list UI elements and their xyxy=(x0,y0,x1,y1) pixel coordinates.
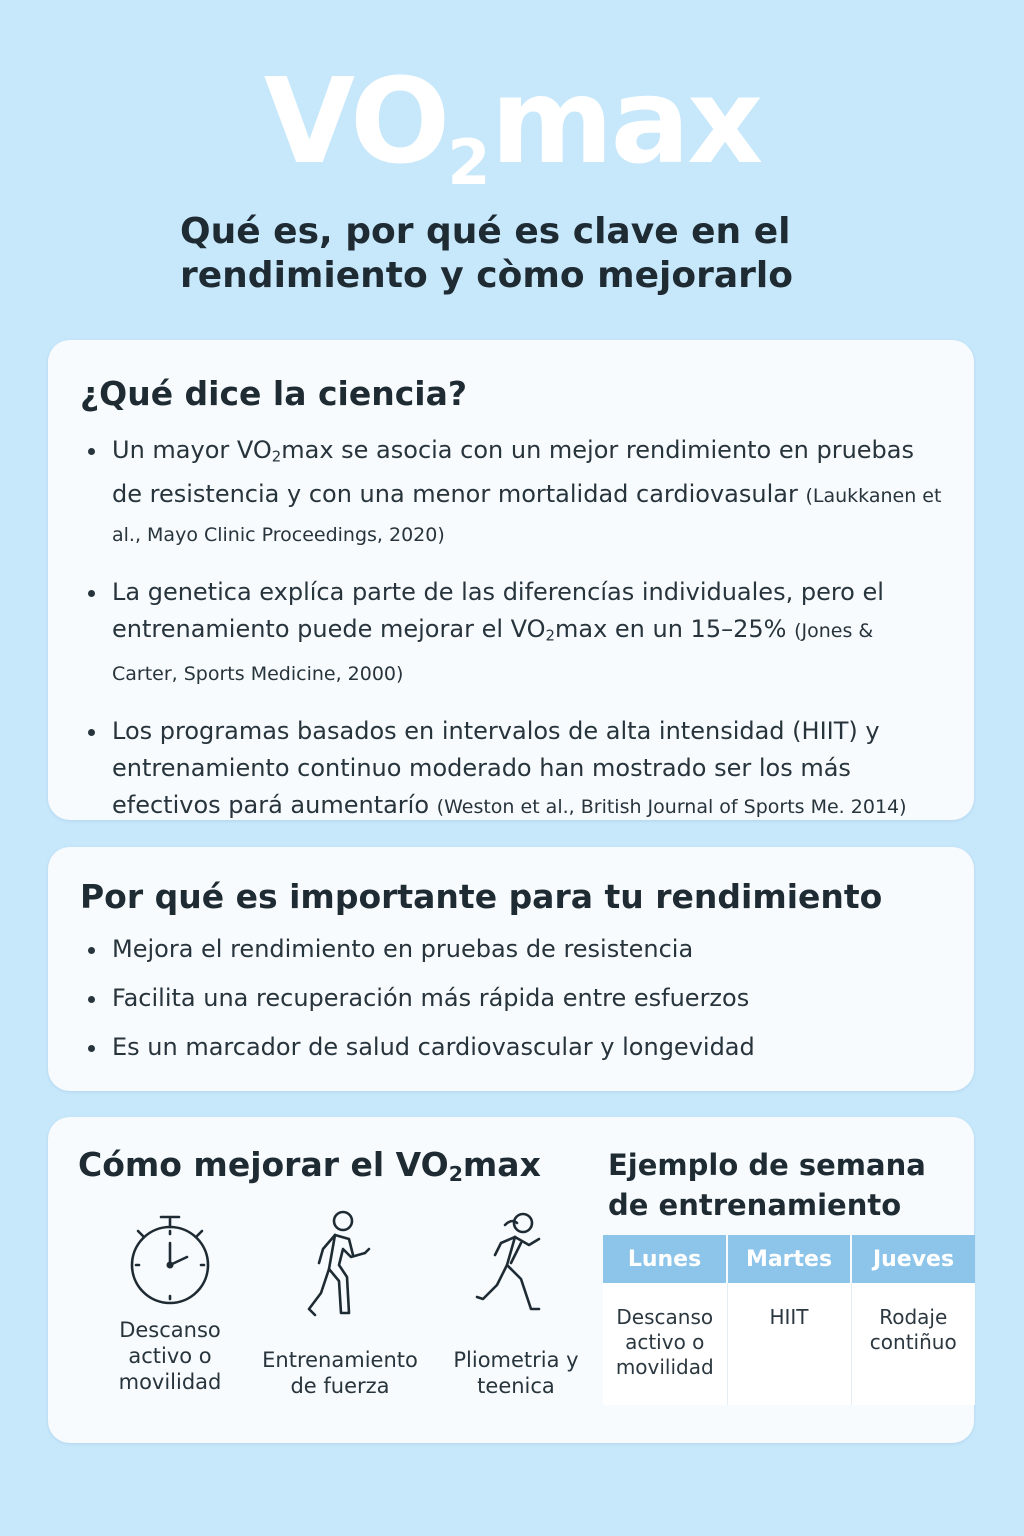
science-item-citation: (Weston et al., British Journal of Sports Me. 2014) xyxy=(436,796,907,819)
page-title xyxy=(0,52,1024,199)
day-header: Martes xyxy=(727,1235,851,1283)
title-main: VO xyxy=(263,52,448,190)
science-item-citation: (Laukkanen et al., Mayo Clinic Proceedings, 2020) xyxy=(112,484,942,546)
science-item xyxy=(48,713,942,826)
method-label: Pliometria y teenica xyxy=(453,1348,579,1398)
improve-card xyxy=(48,1117,974,1443)
day-header: Lunes xyxy=(603,1235,727,1283)
science-card xyxy=(48,340,974,820)
importance-card xyxy=(48,847,974,1091)
title-subscript: 2 xyxy=(447,126,491,199)
improve-heading-text: Cómo mejorar el VO xyxy=(78,1145,449,1184)
method-label: Descanso activo o movilidad xyxy=(118,1318,222,1394)
title-rest: max xyxy=(490,52,761,190)
importance-item: Facilita una recuperación más rápida entre esfuerzos xyxy=(48,980,755,1017)
week-header-row xyxy=(603,1235,975,1283)
method-descanso xyxy=(90,1209,250,1395)
science-item-sub: 2 xyxy=(271,447,282,466)
week-table xyxy=(603,1235,975,1405)
stopwatch-icon xyxy=(125,1209,215,1309)
science-item-text: La genetica explíca parte de las diferencías individuales, pero el entrenamiento puede mejorar el VO xyxy=(112,577,884,643)
session-cell: HIIT xyxy=(727,1283,851,1405)
running-person-icon xyxy=(471,1209,561,1321)
importance-item: Mejora el rendimiento en pruebas de resistencia xyxy=(48,931,755,968)
importance-heading: Por qué es importante para tu rendimiento xyxy=(80,877,883,916)
method-fuerza xyxy=(260,1209,420,1399)
method-pliometria xyxy=(436,1209,596,1399)
session-cell: Rodaje contiñuo xyxy=(851,1283,975,1405)
science-item xyxy=(48,574,942,694)
week-session-row xyxy=(603,1283,975,1405)
science-item-text: Un mayor VO xyxy=(112,436,272,464)
session-cell: Descanso activo o movilidad xyxy=(603,1283,727,1405)
page-subtitle: Qué es, por qué es clave en el rendimiento y còmo mejorarlo xyxy=(180,211,794,296)
improve-heading xyxy=(78,1145,541,1186)
week-title: Ejemplo de semana de entrenamiento xyxy=(608,1148,926,1222)
method-label: Entrenamiento de fuerza xyxy=(262,1348,418,1398)
improve-heading-text: max xyxy=(462,1145,541,1184)
science-item xyxy=(48,432,942,554)
importance-list xyxy=(48,931,755,1078)
science-item-sub: 2 xyxy=(545,626,555,645)
science-heading: ¿Qué dice la ciencia? xyxy=(80,374,468,413)
science-list xyxy=(48,432,942,846)
science-item-text: max en un 15–25% xyxy=(554,614,787,643)
science-item-text: Los programas basados en intervalos de alta intensidad (HIIT) y entrenamiento continuo moderado han mostrado ser los más efectivos pará aumentarío xyxy=(112,717,880,820)
importance-item: Es un marcador de salud cardiovascular y longevidad xyxy=(48,1029,755,1066)
science-item-citation: (Jones & Carter, Sports Medicine, 2000) xyxy=(112,619,874,686)
walking-person-icon xyxy=(295,1209,385,1321)
day-header: Jueves xyxy=(851,1235,975,1283)
science-item-text: max se asocia con un mejor rendimiento en pruebas de resistencia y con una menor mortalidad cardiovasular xyxy=(112,436,914,508)
improve-heading-sub: 2 xyxy=(448,1162,463,1187)
